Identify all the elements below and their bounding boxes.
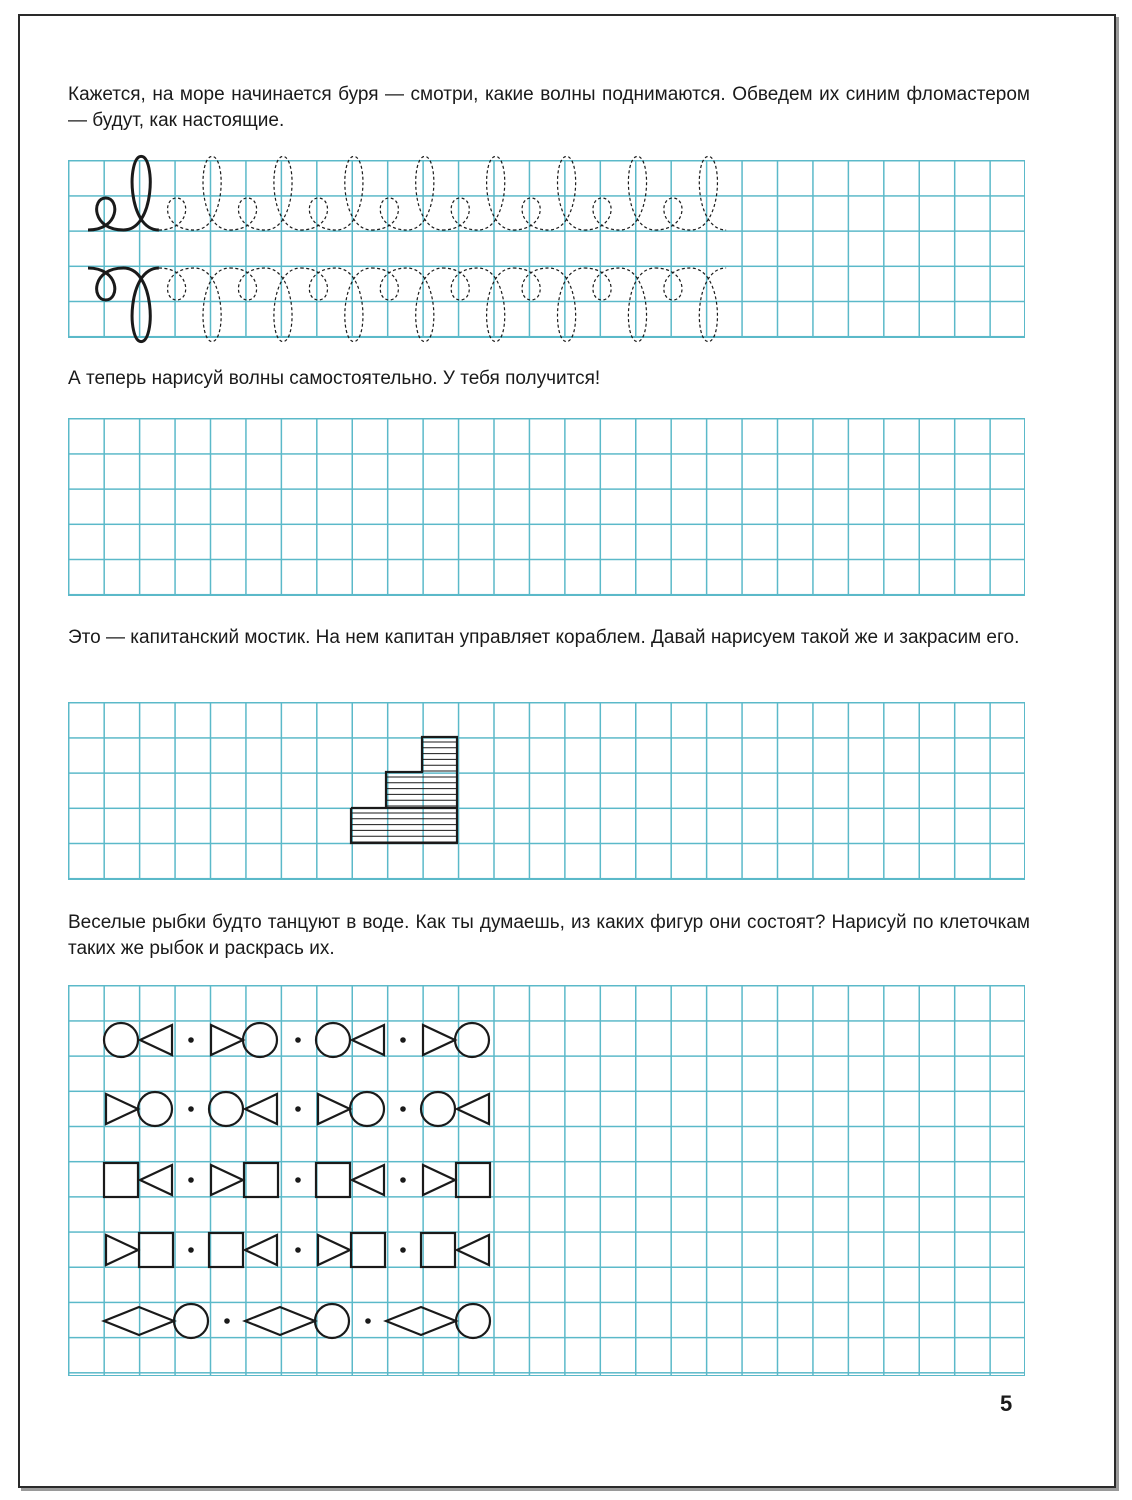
fish-square [104,1163,138,1197]
fish-circle [421,1092,455,1126]
fish-circle [104,1023,138,1057]
wave-dotted-loop [443,268,514,342]
fish-separator-dot [295,1177,301,1183]
fish-triangle [423,1165,455,1195]
fish-circle [209,1092,243,1126]
fish-circle [456,1304,490,1338]
fish-separator-dot [188,1247,194,1253]
fish-triangle [140,1165,172,1195]
fish-separator-dot [400,1247,406,1253]
fish-triangle [318,1094,350,1124]
fish-square [456,1163,490,1197]
fish-separator-dot [295,1247,301,1253]
wave-dotted-loop [159,156,230,230]
wave-drawing-grid [68,418,1025,596]
fish-circle [138,1092,172,1126]
fish-separator-dot [400,1037,406,1043]
wave-dotted-loop [584,268,655,342]
wave-dotted-loop [513,156,584,230]
fish-square [316,1163,350,1197]
fish-square [351,1233,385,1267]
bridge-outline [351,737,457,843]
fish-separator-dot [295,1037,301,1043]
wave-dotted-loop [230,268,301,342]
wave-dotted-loop [584,156,655,230]
wave-dotted-loop [443,156,514,230]
wave-dotted-loop [513,268,584,342]
instruction-waves: Кажется, на море начинается буря — смотри, какие волны поднимаются. Обведем их синим фломастером — будут, как настоящие. [68,84,1030,131]
page-number: 5 [1000,1391,1013,1416]
fish-circle [243,1023,277,1057]
fish-drawing [68,985,1025,1376]
fish-triangle [245,1235,277,1265]
fish-separator-dot [295,1106,301,1112]
loops-up-row [88,156,726,230]
fish-separator-dot [224,1318,230,1324]
fish-circle [350,1092,384,1126]
fish-triangle [457,1094,489,1124]
fish-circle [455,1023,489,1057]
instruction-draw-waves: А теперь нарисуй волны самостоятельно. У тебя получится! [68,368,601,389]
wave-tracing-drawing [68,160,1025,338]
fish-rhombus [386,1307,456,1335]
fish-triangle [140,1025,172,1055]
fish-circle [315,1304,349,1338]
instruction-bridge: Это — капитанский мостик. На нем капитан управляет кораблем. Давай нарисуем такой же и закрасим его. [68,627,1020,648]
wave-dotted-loop [372,268,443,342]
fish-triangle [245,1094,277,1124]
wave-sample-loop [88,268,159,342]
fish-square [139,1233,173,1267]
fish-triangle [318,1235,350,1265]
fish-triangle [211,1025,243,1055]
fish-rhombus [245,1307,315,1335]
wave-dotted-loop [372,156,443,230]
fish-separator-dot [188,1037,194,1043]
fish-triangle [352,1165,384,1195]
fish-separator-dot [400,1177,406,1183]
instruction-fish: Веселые рыбки будто танцуют в воде. Как ты думаешь, из каких фигур они состоят? Нарисуй по клеточкам таких же рыбок и раскрась их. [68,912,1030,959]
fish-square [244,1163,278,1197]
fish-square [421,1233,455,1267]
fish-separator-dot [188,1177,194,1183]
fish-circle [316,1023,350,1057]
wave-dotted-loop [655,268,726,342]
fish-separator-dot [188,1106,194,1112]
fish-triangle [457,1235,489,1265]
wave-dotted-loop [230,156,301,230]
bridge-hatching [351,742,457,842]
wave-dotted-loop [159,268,230,342]
wave-sample-loop [88,156,159,230]
fish-triangle [106,1235,138,1265]
fish-triangle [211,1165,243,1195]
fish-triangle [106,1094,138,1124]
fish-triangle [423,1025,455,1055]
wave-dotted-loop [301,268,372,342]
fish-circle [174,1304,208,1338]
fish-separator-dot [400,1106,406,1112]
bridge-drawing [68,702,1025,880]
fish-square [209,1233,243,1267]
wave-dotted-loop [301,156,372,230]
fish-rhombus [104,1307,174,1335]
wave-dotted-loop [655,156,726,230]
fish-separator-dot [365,1318,371,1324]
loops-down-row [88,268,726,342]
fish-triangle [352,1025,384,1055]
